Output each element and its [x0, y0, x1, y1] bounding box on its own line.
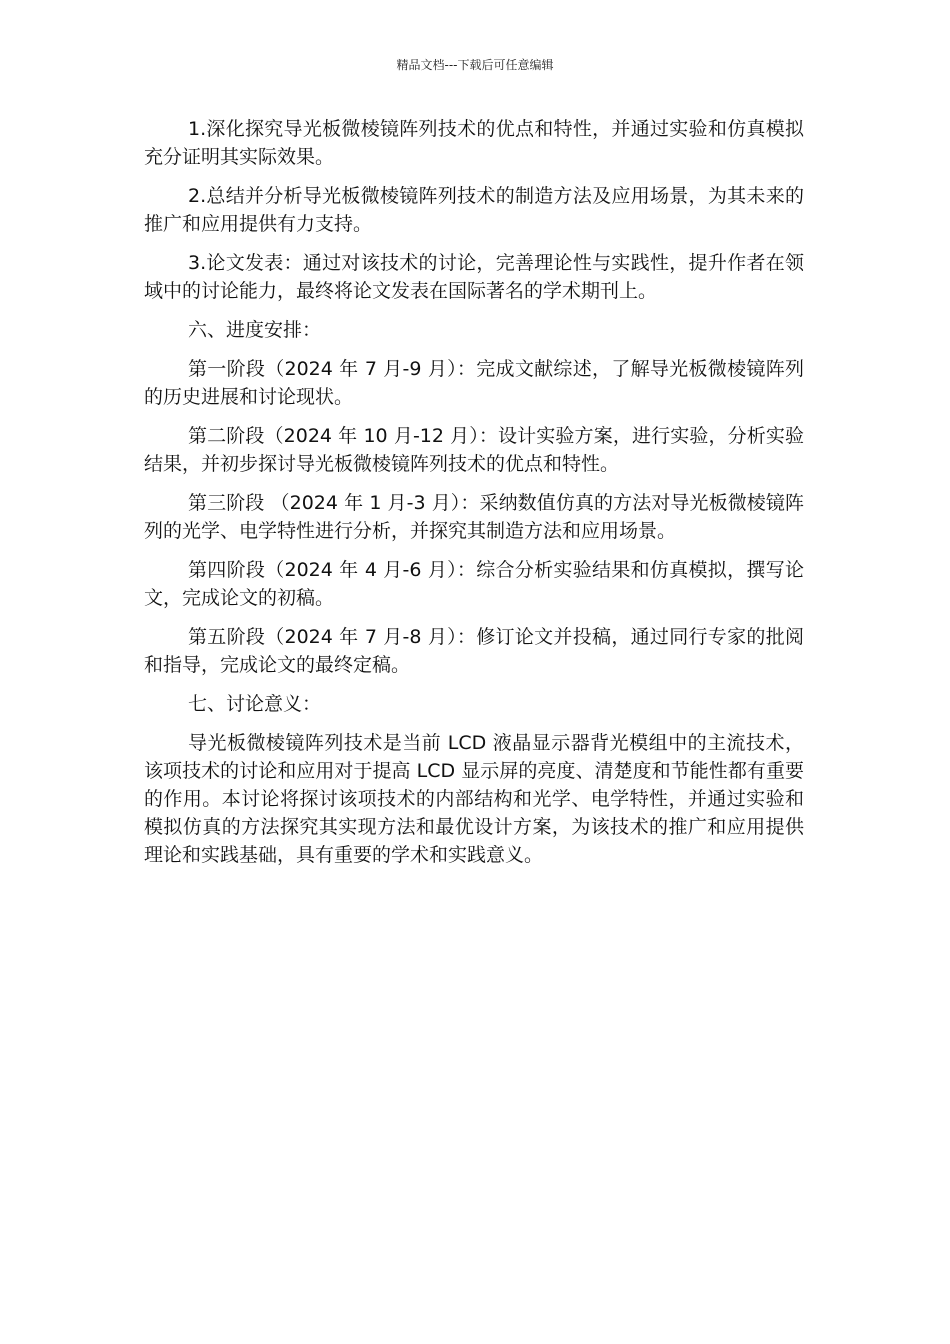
page-header: 精品文档---下载后可任意编辑: [396, 58, 554, 72]
significance-paragraph: 导光板微棱镜阵列技术是当前 LCD 液晶显示器背光模组中的主流技术，该项技术的讨论和应用对于提高 LCD 显示屏的亮度、清楚度和节能性都有重要的作用。本讨论将探讨该项技术的内部结构和光学、电学特性，并通过实验和模拟仿真的方法探究其实现方法和最优设计方案，为该技术的推广和应用提供理论和实践基础，具有重要的学术和实践意义。: [144, 732, 804, 866]
objective-paragraph-3: 3.论文发表：通过对该技术的讨论，完善理论性与实践性，提升作者在领域中的讨论能力，最终将论文发表在国际著名的学术期刊上。: [144, 252, 804, 302]
schedule-phase-1: 第一阶段（2024 年 7 月-9 月）：完成文献综述，了解导光板微棱镜阵列的历史进展和讨论现状。: [144, 358, 804, 408]
section-heading-schedule: 六、进度安排：: [188, 319, 322, 341]
schedule-phase-5: 第五阶段（2024 年 7 月-8 月）：修订论文并投稿，通过同行专家的批阅和指导，完成论文的最终定稿。: [144, 626, 804, 676]
document-body: [144, 115, 804, 880]
schedule-phase-2: 第二阶段（2024 年 10 月-12 月）：设计实验方案，进行实验，分析实验结果，并初步探讨导光板微棱镜阵列技术的优点和特性。: [144, 425, 804, 475]
objective-paragraph-2: 2.总结并分析导光板微棱镜阵列技术的制造方法及应用场景，为其未来的推广和应用提供有力支持。: [144, 185, 804, 235]
objective-paragraph-1: 1.深化探究导光板微棱镜阵列技术的优点和特性，并通过实验和仿真模拟充分证明其实际效果。: [144, 118, 804, 168]
schedule-phase-4: 第四阶段（2024 年 4 月-6 月）：综合分析实验结果和仿真模拟，撰写论文，完成论文的初稿。: [144, 559, 804, 609]
schedule-phase-3: 第三阶段 （2024 年 1 月-3 月）：采纳数值仿真的方法对导光板微棱镜阵列的光学、电学特性进行分析，并探究其制造方法和应用场景。: [144, 492, 804, 542]
section-heading-significance: 七、讨论意义：: [188, 693, 322, 715]
